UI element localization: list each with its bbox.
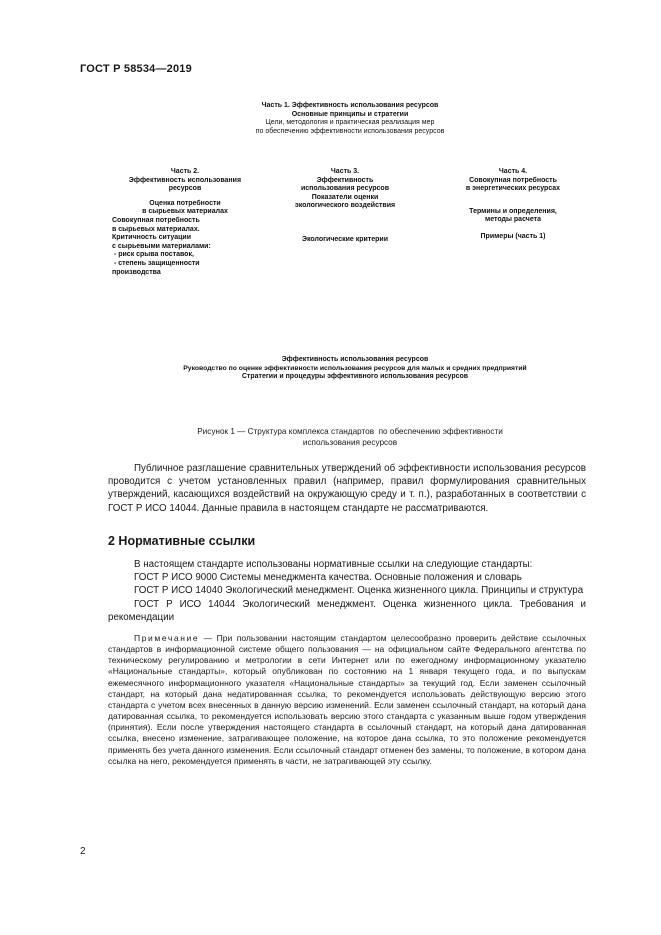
document-header: ГОСТ Р 58534—2019 <box>80 63 192 75</box>
part3-item: Экологические критерии <box>301 235 389 243</box>
figure-top-line: по обеспечению эффективности использования ресурсов <box>255 127 445 135</box>
figure-part4-box <box>418 168 608 242</box>
part3-title: Показатели оценки <box>311 193 379 201</box>
part2-title: Часть 2. <box>170 168 200 175</box>
references-list <box>108 558 586 624</box>
part3-title: использования ресурсов <box>300 185 390 193</box>
note-block <box>108 633 586 767</box>
part2-item: в сырьевых материалах. <box>112 225 200 233</box>
figure-top-line: Цели, методология и практическая реализация мер <box>265 119 435 127</box>
part3-title: Эффективность <box>316 176 374 184</box>
part2-item: производства <box>112 268 161 276</box>
figure-top-box <box>190 102 510 136</box>
body-paragraph-block <box>108 462 586 515</box>
part2-item: с сырьевыми материалами: <box>112 242 211 250</box>
figure-bottom-box <box>95 356 615 382</box>
figure-top-line: Основные принципы и стратегии <box>291 110 409 118</box>
part2-item: - риск срыва поставок, <box>112 251 194 259</box>
references-intro: В настоящем стандарте использованы нормативные ссылки на следующие стандарты: <box>134 559 533 570</box>
note-lead: Примечание <box>134 633 200 643</box>
part2-subtitle: Оценка потребности <box>149 199 221 207</box>
part4-subtitle: методы расчета <box>485 216 541 224</box>
part4-title: Часть 4. <box>498 168 528 175</box>
part3-title: Часть 3. <box>330 168 360 175</box>
page-number: 2 <box>80 846 86 857</box>
part3-title: экологического воздействия <box>294 202 396 210</box>
note-text: — При пользовании настоящим стандартом целесообразно проверить действие ссылочных стандартов в информационной системе общего пользования — на официальном сайте Федерального агентства по техническому регулированию и метрологии в сети Интернет или по ежегодному информационному указателю «Национальные стандарты», который опубликован по состоянию на 1 января текущего года, и по выпускам ежемесячного информационного указателя «Национальные стандарты» за текущий год. Если заменен ссылочный стандарт, на который дана недатированная ссылка, то рекомендуется использовать действующую версию этого стандарта с учетом всех внесенных в данную версию изменений. Если заменен ссылочный стандарт, на который дана датированная ссылка, то рекомендуется использовать версию этого стандарта с указанным выше годом утверждения (принятия). Если после утверждения настоящего стандарта в ссылочный стандарт, на который дана датированная ссылка, внесено изменение, затрагивающее положение, на которое дана ссылка, то это положение рекомендуется применять без учета данного изменения. Если ссылочный стандарт отменен без замены, то положение, в котором дана ссылка на него, рекомендуется применять в части, не затрагивающей эту ссылку. <box>108 633 586 766</box>
body-paragraph: Публичное разглашение сравнительных утверждений об эффективности использования ресурсов проводится с учетом установленных правил (например, правил формулирования сравнительных утверждений, касающихся воздействий на окружающую среду и т. п.), разработанных в соответствии с ГОСТ Р ИСО 14044. Данные правила в настоящем стандарте не рассматриваются. <box>108 463 586 514</box>
reference-item: ГОСТ Р ИСО 9000 Системы менеджмента качества. Основные положения и словарь <box>134 572 522 584</box>
figure-part3-box <box>250 168 440 245</box>
part4-title: Совокупная потребность <box>469 176 557 184</box>
caption-line: использования ресурсов <box>302 438 398 447</box>
figure-bottom-line: Руководство по оценке эффективности использования ресурсов для малых и средних предприятий <box>183 364 527 372</box>
part2-title: Эффективность использования <box>128 176 242 184</box>
part2-subtitle: в сырьевых материалах <box>142 208 228 216</box>
figure-bottom-line: Эффективность использования ресурсов <box>281 356 429 363</box>
reference-item: ГОСТ Р ИСО 14044 Экологический менеджмент. Оценка жизненного цикла. Требования и рекомендации <box>108 598 586 623</box>
part2-item: Критичность ситуации <box>112 234 192 242</box>
part2-title: ресурсов <box>168 185 202 193</box>
figure-top-line: Часть 1. Эффективность использования ресурсов <box>261 102 439 109</box>
figure-bottom-line: Стратегии и процедуры эффективного использования ресурсов <box>241 373 469 381</box>
part4-subtitle: Термины и определения, <box>469 207 557 215</box>
part2-item: - степень защищенности <box>112 259 200 267</box>
part4-title: в энергетических ресурсах <box>465 185 561 193</box>
part2-item: Совокупная потребность <box>112 216 200 224</box>
section-heading: 2 Нормативные ссылки <box>108 534 256 548</box>
part4-item: Примеры (часть 1) <box>480 232 546 240</box>
caption-line: Рисунок 1 — Структура комплекса стандартов по обеспечению эффективности <box>197 427 503 436</box>
reference-item: ГОСТ Р ИСО 14040 Экологический менеджмент. Оценка жизненного цикла. Принципы и структура <box>134 585 584 597</box>
figure-caption <box>120 426 580 448</box>
